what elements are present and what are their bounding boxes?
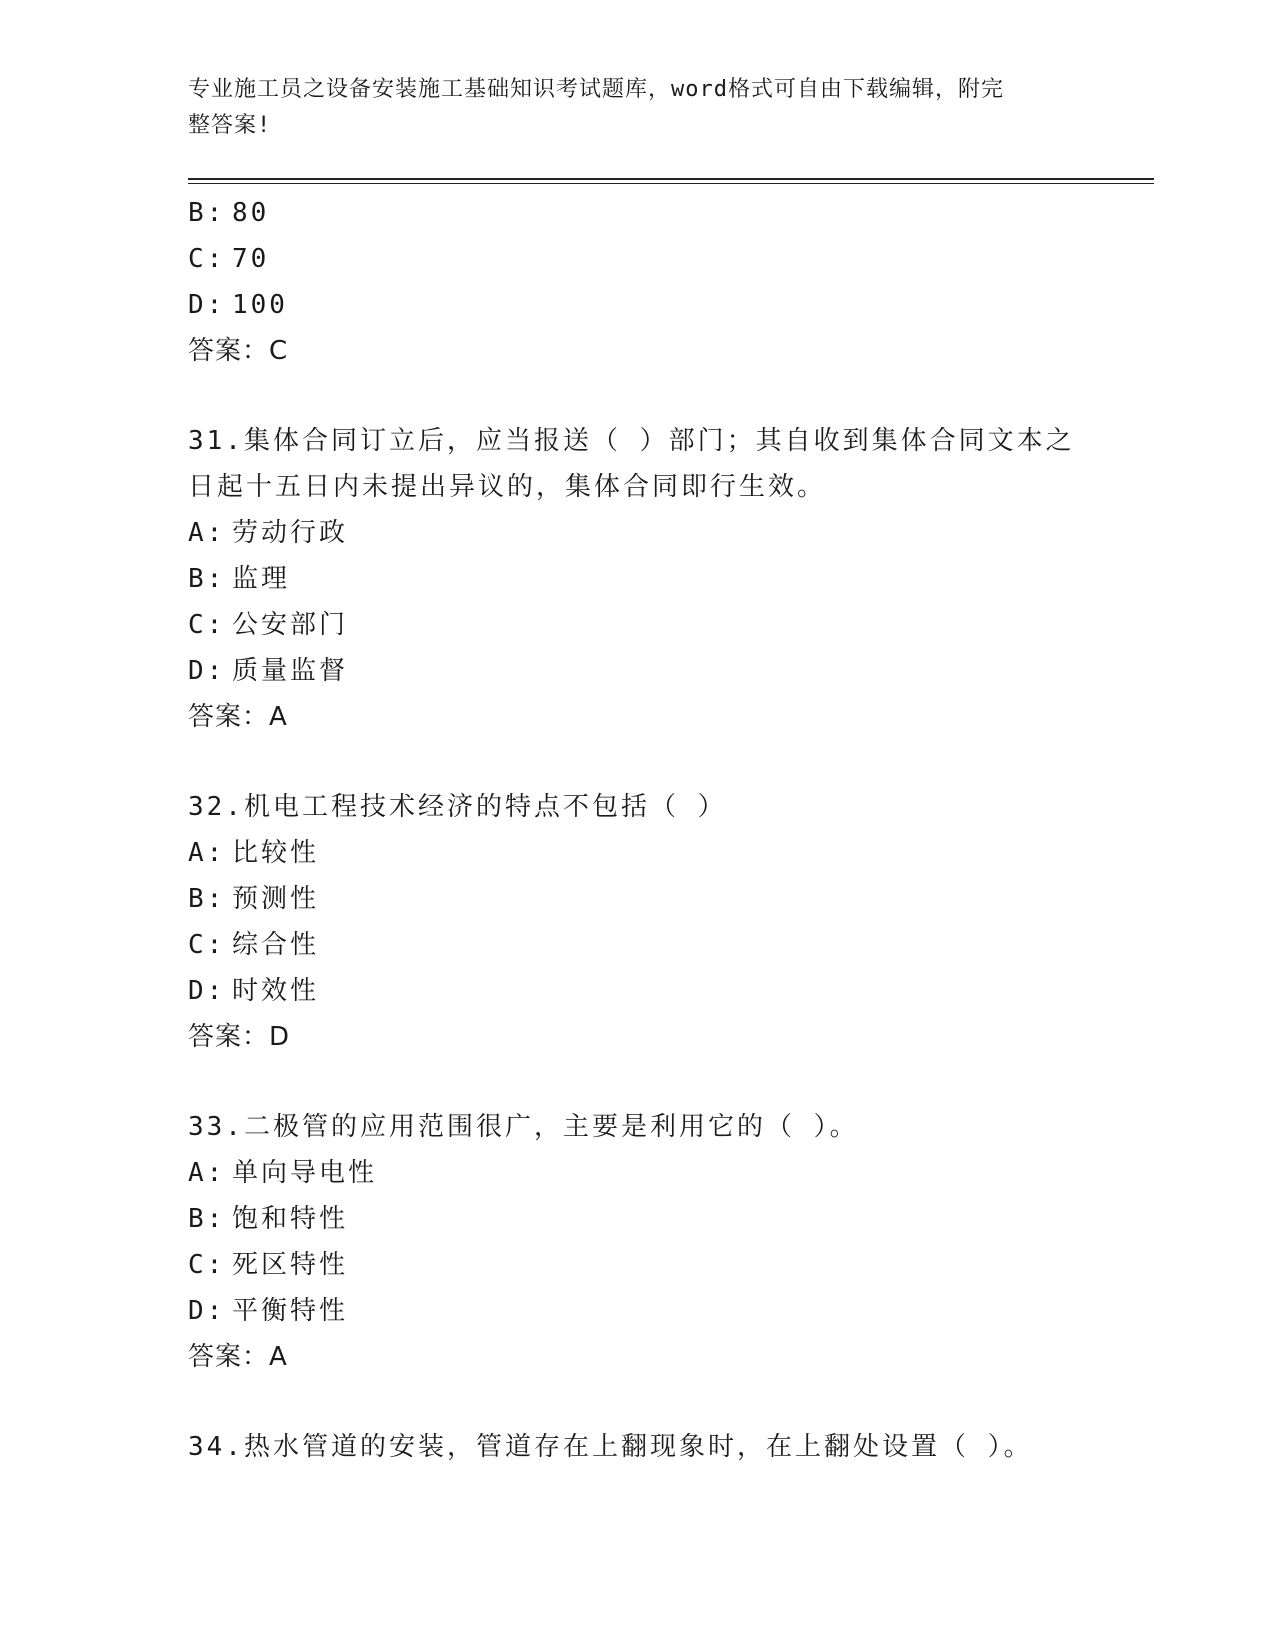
option-d: D: 时效性 <box>188 976 320 1006</box>
option-b: B: 预测性 <box>188 884 320 914</box>
option-d: D: 100 <box>188 290 288 320</box>
question-stem-line: 32.机电工程技术经济的特点不包括（ ） <box>188 792 727 822</box>
option-b: B: 监理 <box>188 564 291 594</box>
question-list <box>188 190 1088 1470</box>
question-stem-line: 日起十五日内未提出异议的，集体合同即行生效。 <box>188 472 827 502</box>
question-stem-line: 34.热水管道的安装，管道存在上翻现象时，在上翻处设置（ ）。 <box>188 1432 1033 1462</box>
answer-line: 答案：C <box>188 336 289 366</box>
option-c: C: 死区特性 <box>188 1250 349 1280</box>
page-header <box>188 72 1068 144</box>
option-c: C: 综合性 <box>188 930 320 960</box>
answer-line: 答案：A <box>188 702 288 732</box>
option-b: B: 饱和特性 <box>188 1204 349 1234</box>
option-d: D: 平衡特性 <box>188 1296 349 1326</box>
question-stem-line: 33.二极管的应用范围很广，主要是利用它的（ ）。 <box>188 1112 859 1142</box>
option-a: A: 单向导电性 <box>188 1158 378 1188</box>
answer-line: 答案：D <box>188 1022 291 1052</box>
header-line-1: 专业施工员之设备安装施工基础知识考试题库，word格式可自由下载编辑，附完 <box>188 77 1004 102</box>
option-a: A: 比较性 <box>188 838 320 868</box>
option-c: C: 70 <box>188 244 270 274</box>
header-rule-thin <box>188 183 1154 184</box>
option-c: C: 公安部门 <box>188 610 349 640</box>
option-d: D: 质量监督 <box>188 656 349 686</box>
question-stem-line: 31.集体合同订立后，应当报送（ ）部门；其自收到集体合同文本之 <box>188 426 1075 456</box>
question-32 <box>188 784 1088 1060</box>
header-line-2: 整答案! <box>188 113 272 138</box>
option-b: B: 80 <box>188 198 270 228</box>
answer-line: 答案：A <box>188 1342 288 1372</box>
question-31 <box>188 418 1088 740</box>
question-30-tail <box>188 190 1088 374</box>
option-a: A: 劳动行政 <box>188 518 349 548</box>
header-rule-thick <box>188 178 1154 180</box>
question-34 <box>188 1424 1088 1470</box>
question-33 <box>188 1104 1088 1380</box>
